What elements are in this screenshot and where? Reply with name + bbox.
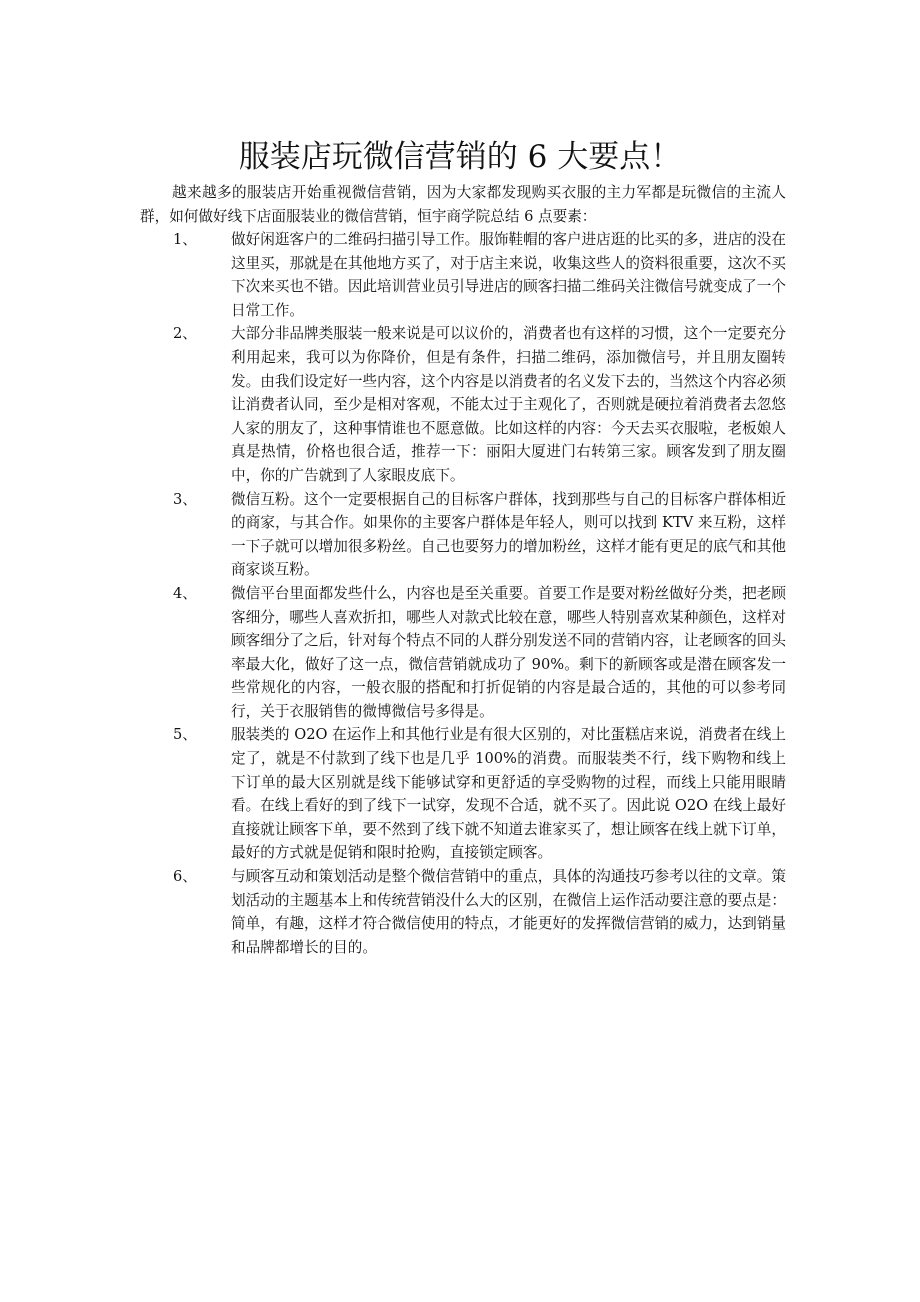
item-number: 5、 [173, 726, 197, 744]
numbered-list [140, 228, 786, 959]
item-number: 6、 [173, 868, 197, 886]
item-number: 2、 [173, 325, 197, 343]
item-text: 大部分非品牌类服装一般来说是可以议价的，消费者也有这样的习惯，这个一定要充分利用起来，我可以为你降价，但是有条件，扫描二维码，添加微信号，并且朋友圈转发。由我们设定好一些内容，这个内容是以消费者的名义发下去的，当然这个内容必须让消费者认同，至少是相对客观，不能太过于主观化了，否则就是硬拉着消费者去忽悠人家的朋友了，这种事情谁也不愿意做。比如这样的内容：今天去买衣服啦，老板娘人真是热情，价格也很合适，推荐一下：丽阳大厦进门右转第三家。顾客发到了朋友圈中，你的广告就到了人家眼皮底下。 [231, 325, 786, 484]
list-item [140, 582, 786, 724]
page-title: 服装店玩微信营销的 6 大要点！ [238, 138, 682, 175]
list-item [140, 723, 786, 865]
list-item [140, 865, 786, 959]
list-item [140, 488, 786, 582]
item-text: 微信互粉。这个一定要根据自己的目标客户群体，找到那些与自己的目标客户群体相近的商家，与其合作。如果你的主要客户群体是年轻人，则可以找到 KTV 来互粉，这样一下子就可以增加很多粉丝。自己也要努力的增加粉丝，这样才能有更足的底气和其他商家谈互粉。 [231, 490, 786, 579]
item-text: 微信平台里面都发些什么，内容也是至关重要。首要工作是要对粉丝做好分类，把老顾客细分，哪些人喜欢折扣，哪些人对款式比较在意，哪些人特别喜欢某种颜色，这样对顾客细分了之后，针对每个特点不同的人群分别发送不同的营销内容，让老顾客的回头率最大化，做好了这一点，微信营销就成功了 90%。剩下的新顾客或是潜在顾客发一些常规化的内容，一般衣服的搭配和打折促销的内容是最合适的，其他的可以参考同行，关于衣服销售的微博微信号多得是。 [231, 584, 786, 720]
item-number: 4、 [173, 584, 197, 602]
item-text: 与顾客互动和策划活动是整个微信营销中的重点，具体的沟通技巧参考以往的文章。策划活动的主题基本上和传统营销没什么大的区别，在微信上运作活动要注意的要点是：简单，有趣，这样才符合微信使用的特点，才能更好的发挥微信营销的威力，达到销量和品牌都增长的目的。 [231, 868, 786, 956]
item-text: 做好闲逛客户的二维码扫描引导工作。服饰鞋帽的客户进店逛的比买的多，进店的没在这里买，那就是在其他地方买了，对于店主来说，收集这些人的资料很重要，这次不买下次来买也不错。因此培训营业员引导进店的顾客扫描二维码关注微信号就变成了一个日常工作。 [231, 231, 786, 319]
item-number: 1、 [173, 231, 197, 248]
item-number: 3、 [173, 490, 197, 508]
list-item [140, 228, 786, 322]
list-item [140, 322, 786, 487]
intro-paragraph: 越来越多的服装店开始重视微信营销，因为大家都发现购买衣服的主力军都是玩微信的主流人群，如何做好线下店面服装业的微信营销，恒宇商学院总结 6 点要素： [140, 184, 786, 225]
item-text: 服装类的 O2O 在运作上和其他行业是有很大区别的，对比蛋糕店来说，消费者在线上定了，就是不付款到了线下也是几乎 100%的消费。而服装类不行，线下购物和线上下订单的最大区别就是线下能够试穿和更舒适的享受购物的过程，而线上只能用眼睛看。在线上看好的到了线下一试穿，发现不合适，就不买了。因此说 O2O 在线上最好直接就让顾客下单，要不然到了线下就不知道去谁家买了，想让顾客在线上就下订单，最好的方式就是促销和限时抢购，直接锁定顾客。 [231, 726, 786, 862]
